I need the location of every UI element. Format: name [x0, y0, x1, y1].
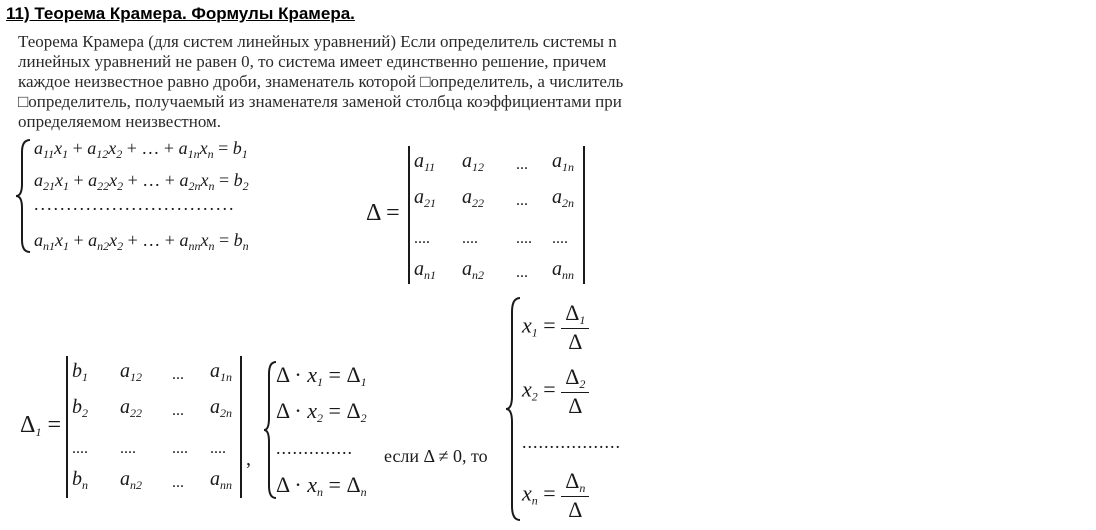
mid-eq-n: $\Delta \cdot x_n = \Delta_n$ [276, 472, 367, 499]
theorem-text [18, 32, 708, 132]
delta1-cell-2-3: ... [172, 402, 184, 419]
condition-text: если Δ ≠ 0, то [384, 446, 488, 466]
delta-cell-2-1: $a_{21}$ [414, 186, 436, 210]
theorem-line-4: □определитель, получаемый из знаменателя заменой столбца коэффициентами при [18, 92, 622, 111]
delta-right-bar [583, 146, 585, 284]
page-title: 11) Теорема Крамера. Формулы Крамера. [6, 4, 355, 23]
mid-dots: .............. [276, 438, 353, 458]
delta-cell-4-1: $a_{n1}$ [414, 258, 436, 282]
delta1-cell-4-1: $b_n$ [72, 468, 88, 492]
delta1-left-bar [66, 356, 68, 498]
delta-cell-3-3: .... [516, 230, 532, 247]
result-dots: .................. [522, 432, 621, 452]
delta1-label: $\Delta_1$ = [20, 412, 61, 439]
delta1-cell-1-4: $a_{1n}$ [210, 360, 232, 384]
result-x1: $x_1$ = $\frac{\Delta_1}{\Delta}$ [522, 300, 589, 355]
delta1-cell-1-3: ... [172, 366, 184, 383]
mid-eq-2: $\Delta \cdot x_2 = \Delta_2$ [276, 398, 367, 425]
result-x2: $x_2$ = $\frac{\Delta_2}{\Delta}$ [522, 364, 589, 419]
delta-cell-1-4: $a_{1n}$ [552, 150, 574, 174]
delta-cell-1-2: $a_{12}$ [462, 150, 484, 174]
delta-cell-3-1: .... [414, 230, 430, 247]
comma: , [246, 448, 251, 470]
delta1-cell-2-2: $a_{22}$ [120, 396, 142, 420]
result-xn: $x_n$ = $\frac{\Delta_n}{\Delta}$ [522, 468, 589, 523]
delta1-cell-4-3: ... [172, 474, 184, 491]
delta1-right-bar [240, 356, 242, 498]
delta-cell-3-4: .... [552, 230, 568, 247]
delta1-cell-4-4: $a_{nn}$ [210, 468, 232, 492]
delta1-cell-3-1: .... [72, 440, 88, 457]
delta1-cell-2-4: $a_{2n}$ [210, 396, 232, 420]
result-brace [504, 296, 522, 522]
mid-eq-1: $\Delta \cdot x_1 = \Delta_1$ [276, 362, 367, 389]
delta-left-bar [408, 146, 410, 284]
delta-cell-4-4: $a_{nn}$ [552, 258, 574, 282]
delta-cell-4-2: $a_{n2}$ [462, 258, 484, 282]
theorem-line-5: определяемом неизвестном. [18, 112, 222, 131]
delta-cell-2-4: $a_{2n}$ [552, 186, 574, 210]
delta1-cell-1-1: $b_1$ [72, 360, 88, 384]
delta-cell-1-1: $a_{11}$ [414, 150, 436, 174]
system-left-brace [14, 138, 32, 254]
system-dots-row: ............................... [34, 194, 236, 214]
system-equation-1: $a_{11}x_1 + a_{12}x_2$ + … + $a_{1n}x_n = b_1$ [34, 138, 248, 161]
delta1-cell-4-2: $a_{n2}$ [120, 468, 142, 492]
delta1-cell-3-2: .... [120, 440, 136, 457]
theorem-line-3: каждое неизвестное равно дроби, знаменатель которой □определитель, а числитель [18, 72, 624, 91]
delta1-cell-3-3: .... [172, 440, 188, 457]
delta-cell-3-2: .... [462, 230, 478, 247]
delta-cell-1-3: ... [516, 156, 528, 173]
delta1-cell-1-2: $a_{12}$ [120, 360, 142, 384]
delta1-cell-2-1: $b_2$ [72, 396, 88, 420]
delta-cell-2-3: ... [516, 192, 528, 209]
theorem-line-2: линейных уравнений не равен 0, то система имеет единственно решение, причем [18, 52, 607, 71]
system-equation-n: $a_{n1}x_1 + a_{n2}x_2$ + … + $a_{nn}x_n = b_n$ [34, 230, 249, 253]
system-equation-2: $a_{21}x_1 + a_{22}x_2$ + … + $a_{2n}x_n = b_2$ [34, 170, 249, 193]
delta-label: Δ = [366, 200, 400, 226]
theorem-line-1: Теорема Крамера (для систем линейных уравнений) Если определитель системы n [18, 32, 617, 51]
delta-cell-4-3: ... [516, 264, 528, 281]
delta-cell-2-2: $a_{22}$ [462, 186, 484, 210]
delta1-cell-3-4: .... [210, 440, 226, 457]
